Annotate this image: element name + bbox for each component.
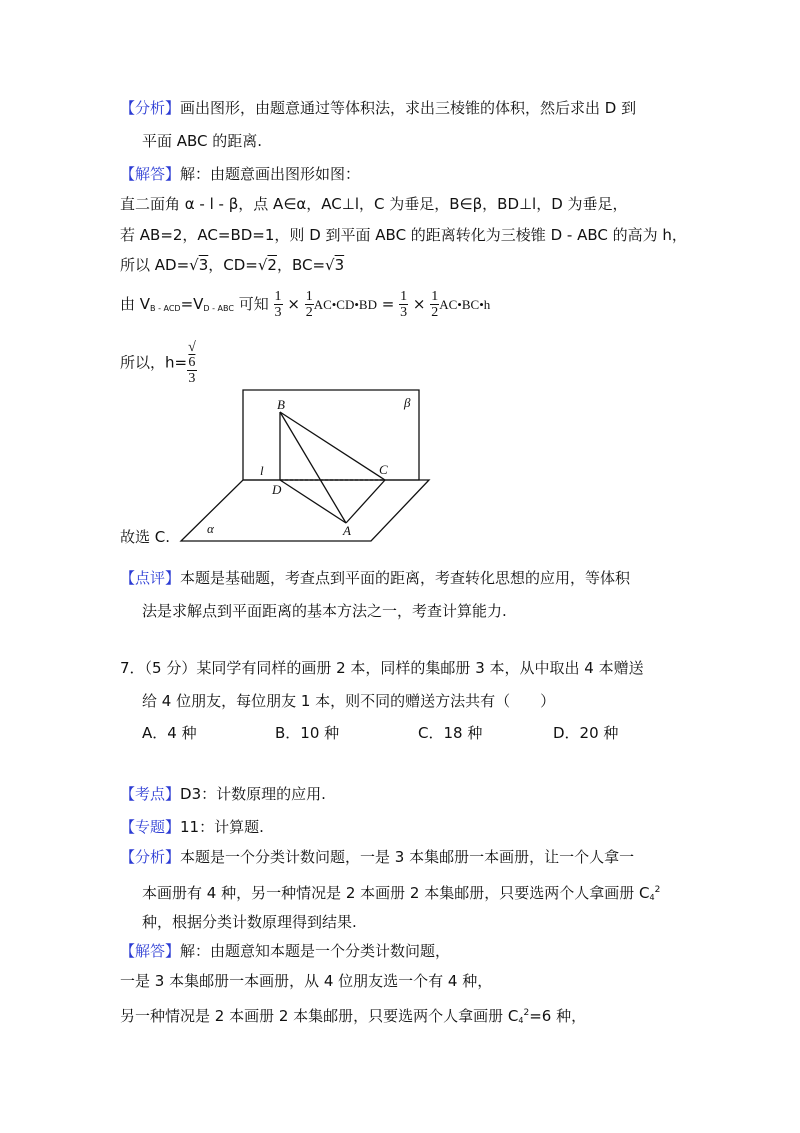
sqrt-icon: √ (325, 256, 335, 274)
label-B: B (277, 397, 285, 412)
edge-DA (280, 480, 346, 523)
analysis2-tag: 【分析】 (120, 848, 181, 866)
label-C: C (379, 462, 388, 477)
solution-intro: 【解答】解：由题意画出图形如图： (120, 165, 361, 183)
kaodian-tag: 【考点】 (120, 785, 181, 803)
analysis-tag: 【分析】 (120, 99, 181, 117)
edge-BC (280, 412, 385, 480)
analysis2-line-1: 【分析】本题是一个分类计数问题，一是 3 本集邮册一本画册，让一个人拿一 (120, 848, 635, 866)
solution-line-2: 若 AB=2，AC=BD=1，则 D 到平面 ABC 的距离转化为三棱锥 D - ABC 的高为 h， (120, 226, 687, 244)
question-7-line-1: 7．（5 分）某同学有同样的画册 2 本，同样的集邮册 3 本，从中取出 4 本赠送 (120, 659, 644, 677)
fraction-one-half-2: $\frac{1}{2}$ (431, 289, 439, 320)
plane-alpha (181, 480, 429, 541)
comment-line-1: 【点评】本题是基础题，考查点到平面的距离，考查转化思想的应用，等体积 (120, 569, 631, 587)
fraction-one-third-2: $\frac{1}{3}$ (400, 289, 408, 320)
zhuanti-tag: 【专题】 (120, 818, 181, 836)
plane-beta (243, 390, 419, 480)
analysis-line-2: 平面 ABC 的距离. (142, 132, 263, 150)
solution-line-3: 所以 AD=√3，CD=√2，BC=√3 (120, 256, 345, 274)
fraction-one-third: $\frac{1}{3}$ (274, 289, 282, 320)
label-l: l (260, 463, 264, 478)
solution2-intro: 【解答】解：由题意知本题是一个分类计数问题， (120, 942, 451, 960)
option-c: C．18 种 (418, 724, 483, 742)
edge-BA (280, 412, 346, 523)
label-beta: β (404, 395, 411, 410)
label-alpha: α (207, 521, 214, 536)
solution-line-5: 所以，h= √ 6 3 (120, 340, 196, 386)
sqrt-icon: √ (189, 256, 199, 274)
sqrt-icon: √ (188, 340, 196, 355)
option-d: D．20 种 (553, 724, 619, 742)
solution-tag: 【解答】 (120, 165, 181, 183)
kaodian: 【考点】D3：计数原理的应用. (120, 785, 326, 803)
analysis2-line-2: 本画册有 4 种，另一种情况是 2 本画册 2 本集邮册，只要选两个人拿画册 $C_4^2$ (142, 884, 661, 902)
comment-tag: 【点评】 (120, 569, 181, 587)
option-a: A．4 种 (142, 724, 197, 742)
analysis2-line-3: 种，根据分类计数原理得到结果. (142, 913, 357, 931)
solution2-line-2: 另一种情况是 2 本画册 2 本集邮册，只要选两个人拿画册 $C_4^2=6$ 种， (120, 1007, 587, 1025)
label-A: A (343, 523, 351, 538)
option-b: B．10 种 (275, 724, 340, 742)
fraction-h: √ 6 3 (188, 340, 196, 386)
comment-line-2: 法是求解点到平面距离的基本方法之一，考查计算能力. (142, 602, 507, 620)
solution-line-4: 由 $V_{B - ACD}=V_{D - ABC}$ 可知 $\frac{1}{3}$ × $\frac{1}{2}$ AC•CD•BD = $\frac{1}{3}$ × $\frac{1}{2}$ AC•BC•h (120, 289, 491, 320)
fraction-one-half: $\frac{1}{2}$ (305, 289, 313, 320)
solution2-tag: 【解答】 (120, 942, 181, 960)
solution2-line-1: 一是 3 本集邮册一本画册，从 4 位朋友选一个有 4 种， (120, 972, 493, 990)
choose-answer: 故选 C. (120, 528, 171, 546)
zhuanti: 【专题】11：计算题. (120, 818, 264, 836)
question-7-line-2: 给 4 位朋友，每位朋友 1 本，则不同的赠送方法共有（ ） (142, 692, 556, 710)
edge-CA (346, 480, 385, 523)
analysis-line-1: 【分析】画出图形，由题意通过等体积法，求出三棱锥的体积，然后求出 D 到 (120, 99, 637, 117)
label-D: D (272, 482, 282, 497)
sqrt-icon: √ (257, 256, 268, 274)
solution-line-1: 直二面角 α - l - β，点 A∈α，AC⊥l，C 为垂足，B∈β，BD⊥l，D 为垂足， (120, 195, 628, 213)
